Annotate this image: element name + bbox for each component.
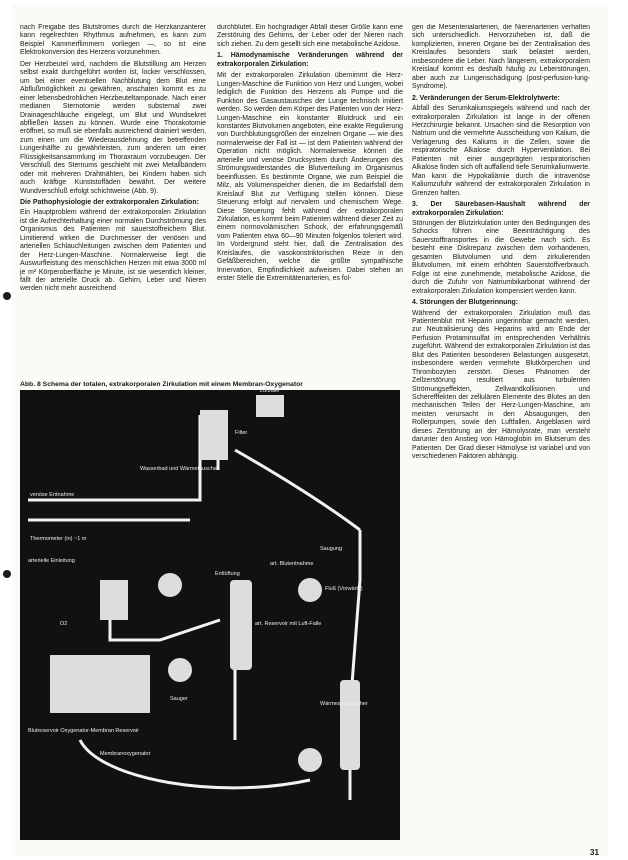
text-column-1 bbox=[20, 24, 206, 376]
diagram-label: Blutreservoir Oxygenator-Membran Reservoir bbox=[28, 728, 139, 734]
diagram-label: art. Blutentnahme bbox=[270, 561, 314, 567]
heat-exchanger-unit bbox=[340, 680, 360, 770]
diagram-label: Filter bbox=[235, 430, 248, 436]
filter-box bbox=[200, 410, 228, 460]
membrane-oxygenator bbox=[50, 655, 150, 713]
punch-hole bbox=[3, 292, 11, 300]
filter-unit bbox=[100, 580, 128, 620]
pump-roller bbox=[298, 578, 322, 602]
page-number: 31 bbox=[590, 848, 599, 857]
paragraph: gen die Mesenterialarterien, die Nierenarterien verhalten sich unterschiedlich. Hervorzuheben ist, daß die komplizierten, inneren Organe bei der Zentralisation des Kreislaufes besonders stark belastet werden, insbesondere die Leber. Nach längerem, extrakorporalem Kreislauf kommt es deshalb häufig zu Leberstörungen, aber auch zur Lungenschädigung (post-perfusion-lung-Syndrome). bbox=[412, 24, 590, 91]
leaflet-box bbox=[256, 395, 284, 417]
punch-hole bbox=[3, 570, 11, 578]
numbered-heading: 3. Der Säurebasen-Haushalt während der extrakorporalen Zirkulation: bbox=[412, 201, 590, 217]
diagram-label: Wärmeaustauscher bbox=[320, 701, 368, 707]
diagram-label: venöse Entnahme bbox=[30, 492, 75, 498]
diagram-label: Saugung bbox=[320, 546, 343, 552]
paragraph: Der Herzbeutel wird, nachdem die Blutstillung am Herzen selbst exakt durchgeführt worden ist, locker verschlossen, um bei einer eventuellen Nachblutung dem Blut eine Abflußmöglichkeit zu gewähren, anschaten kommt es zu einer lebensbedrohlichen Herzbeuteltamponade. Nach einer medianen Sternotomie werden substernal zwei Drainageschläuche eingelegt, um Blut und Wundsekret abfließen lassen zu können. Wurde eine Thorakotomie eröffnet, so muß sie ebenfalls ausreichend drainiert werden, zum einen um die Wiederausdehnung der betreffenden Lungenhälfte zu gewährleisten, zum anderen um einer Flüssigkeitsansammlung im Thoraxraum vorzubeugen. Der Verschluß des Sternums geschieht mit zwei Metallbändern oder mit mehreren Drahtnähten, bei Kindern haben sich auch kräftige Kunststoffäden bewährt. Der weitere Wundverschluß erfolgt schichtweise (Abb. 9). bbox=[20, 60, 206, 195]
paragraph: Störungen der Blutzirkulation unter den Bedingungen des Schocks führen eine Beeinträchtigung des Sauerstofftransportes in die Gewebe nach sich. Es besteht eine Diskrepanz zwischen dem vorhandenen, gesamten Blutvolumen und dem zirkulierenden Blutvolumen, mit einem erhöhten Sauerstoffverbrauch. Folge ist eine zunehmende, metabolische Azidose, die durch die Zufuhr von Natriumbikarbonat während der extrakorporalen Zirkulation kompensiert werden kann. bbox=[412, 219, 590, 295]
pump-roller bbox=[298, 748, 322, 772]
diagram-label: Luftfalle bbox=[260, 388, 280, 394]
text-column-2 bbox=[217, 24, 403, 376]
diagram-label: Membranoxygenator bbox=[100, 751, 151, 757]
paragraph: Während der extrakorporalen Zirkulation muß das Patientenblut mit Heparin ungerinnbar gemacht werden, zur Neutralisierung des Heparins wird am Ende der Perfusion Protaminsulfat im entsprechenden Verhältnis zugeführt. Während der extrakorporalen Zirkulation ist das Blut des Patienten besonderen Belastungen ausgesetzt, insbesondere werden vermehrte Blutkörperchen und Thrombozyten zerstört. Dieses Phänomen der Zellzerstörung resultiert aus turbulenten Strömungseffekten, Zellwandkollisionen und Scherefffekten der zellulären Elemente des Blutes an den mechanischen Teilen der Herz-Lungen-Maschine, am meisten verursacht in den Absaugungen, den Rollerpumpen, sowie den Luftfallen. Angeblasen wird dieses Zerstörung an der Hämolysrate, man versteht darunter den Anstieg von Hämoglobin im Blutserum des Patienten. Der Grad dieser Hämolyse ist variabel und von verschiedenen Faktoren abhängig. bbox=[412, 309, 590, 461]
paragraph: Mit der extrakorporalen Zirkulation übernimmt die Herz-Lungen-Maschine die Funktion von Herz und Lungen, wobei lediglich die Funktion des Herzens als Pumpe und die Funktion des Gasaustausches der Lunge technisch imitiert werden. So werden dem Körper des Patienten von der Herz-Lungen-Maschine ein konstanter Blutdruck und ein konstantes Blutvolumen angeboten, eine exakte Regulierung von Durchblutungsgrößen der einzelnen Organe — wie dies normalerweise der Fall ist — ist dem Patienten während der Operation nicht möglich. Normalerweise können die arterielle und venöse Drucksystem durch Änderungen des Strömungswiderstandes die Blutverteilung im Organismus beeinflussen. Es bestimmte Organe, wie zum Beispiel die Milz, als Volumenspeicher dienen, die im Bedarfsfall dem Kreislauf Blut zur Verfügung stellen können. Diese Steuerung erfolgt auf nervalem und chemischem Wege. Diese Steuerung fehlt während der extrakorporalen Zirkulation, es kommt beim Patienten während dieser Zeit zu einem normovolämischen Schock, der erfahrungsgemäß vom Patienten etwa 60—90 Minuten folgenlos toleriert wird. Im Vordergrund steht hier, daß die Zentralisation des Kreislaufes, die vasokonstriktorischen Reize in den Gefäßbereichen, welche die größte sympathische Innervation, Empfindlichkeit aufweisen. Dabei stehen an erster Stelle die Extremitätenarterien, es fol- bbox=[217, 72, 403, 283]
paragraph: Abfall des Serumkaliumspiegels während und nach der extrakorporalen Zirkulation ist lange in der offenen Herzchirurgie bekannt. Ursachen sind die Resorption von Natrium und die vermehrte Ausscheidung von Kalium, die Verlagerung des Kaliums in die Zellen, sowie die respiratorische Alkalose durch Hyperventilation. Bei Patienten mit einer ausgeprägten respiratorischen Alkalose finden sich oft auffallend tiefe Serumkaliumwerte. Man kann die Hypokaliämie durch die intravenöse Kaliumzufuhr während der extrakorporalen Zirkulation in Grenzen halten. bbox=[412, 105, 590, 197]
diagram-label: arterielle Einleitung bbox=[28, 558, 75, 564]
section-heading: Die Pathophysiologie der extrakorporalen Zirkulation: bbox=[20, 199, 199, 207]
numbered-heading: 2. Veränderungen der Serum-Elektrolytwerte: bbox=[412, 94, 560, 102]
pump-roller bbox=[168, 658, 192, 682]
diagram-label: O2 bbox=[60, 621, 68, 627]
numbered-heading: 4. Störungen der Blutgerinnung: bbox=[412, 299, 519, 307]
diagram-label: Sauger bbox=[170, 696, 188, 702]
paragraph: Ein Hauptproblem während der extrakorporalen Zirkulation ist die Aufrechterhaltung einer normalen Durchströmung des Organismus des Patienten mit sauerstoffreichem Blut. Limitierend wirken die Durchmesser der venösen und arteriellen Schlauchleitungen zwischen dem Patienten und der Herz-Lungen-Maschine. Normalerweise liegt die Auswurfleistung des menschlichen Herzen mit etwa 3000 ml je m² Körperoberfläche je Minute, ist sie wesentlich kleiner, fällt der arterielle Druck ab. Gehirn, Leber und Nieren werden nicht mehr ausreichend bbox=[20, 209, 206, 293]
diagram-label: Thermometer (in) ~1 m bbox=[30, 536, 87, 542]
paragraph: durchblutet. Ein hochgradiger Abfall dieser Größe kann eine Zerstörung des Gehirns, der Leber oder der Nieren nach sich ziehen. Zu dem gesellt sich eine metabolische Azidose. bbox=[217, 24, 403, 48]
text-column-3 bbox=[412, 24, 590, 850]
paragraph: nach Freigabe des Blutstromes durch die Herzkanzanterer kann regelrechten Rhythmus aufnehmen, es kann zum Beispiel Kammerflimmern vorliegen —, so ist eine Elektrokonversion des Herzens vorzunehmen. bbox=[20, 24, 206, 57]
diagram-label: Fluß (Vorwärts) bbox=[325, 586, 363, 592]
diagram-label: Entlüftung bbox=[215, 571, 240, 577]
figure-diagram bbox=[20, 380, 400, 840]
numbered-heading: 1. Hämodynamische Veränderungen während der extrakorporalen Zirkulation: bbox=[217, 52, 403, 68]
reservoir-unit bbox=[230, 580, 252, 670]
diagram-label: art. Reservoir mit Luft-Falle bbox=[255, 621, 322, 627]
figure-caption: Abb. 8 Schema der totalen, extrakorporalen Zirkulation mit einem Membran-Oxygenator bbox=[20, 381, 303, 388]
diagram-label: Wasserbad und Wärmetauscher bbox=[140, 466, 219, 472]
pump-roller bbox=[158, 573, 182, 597]
